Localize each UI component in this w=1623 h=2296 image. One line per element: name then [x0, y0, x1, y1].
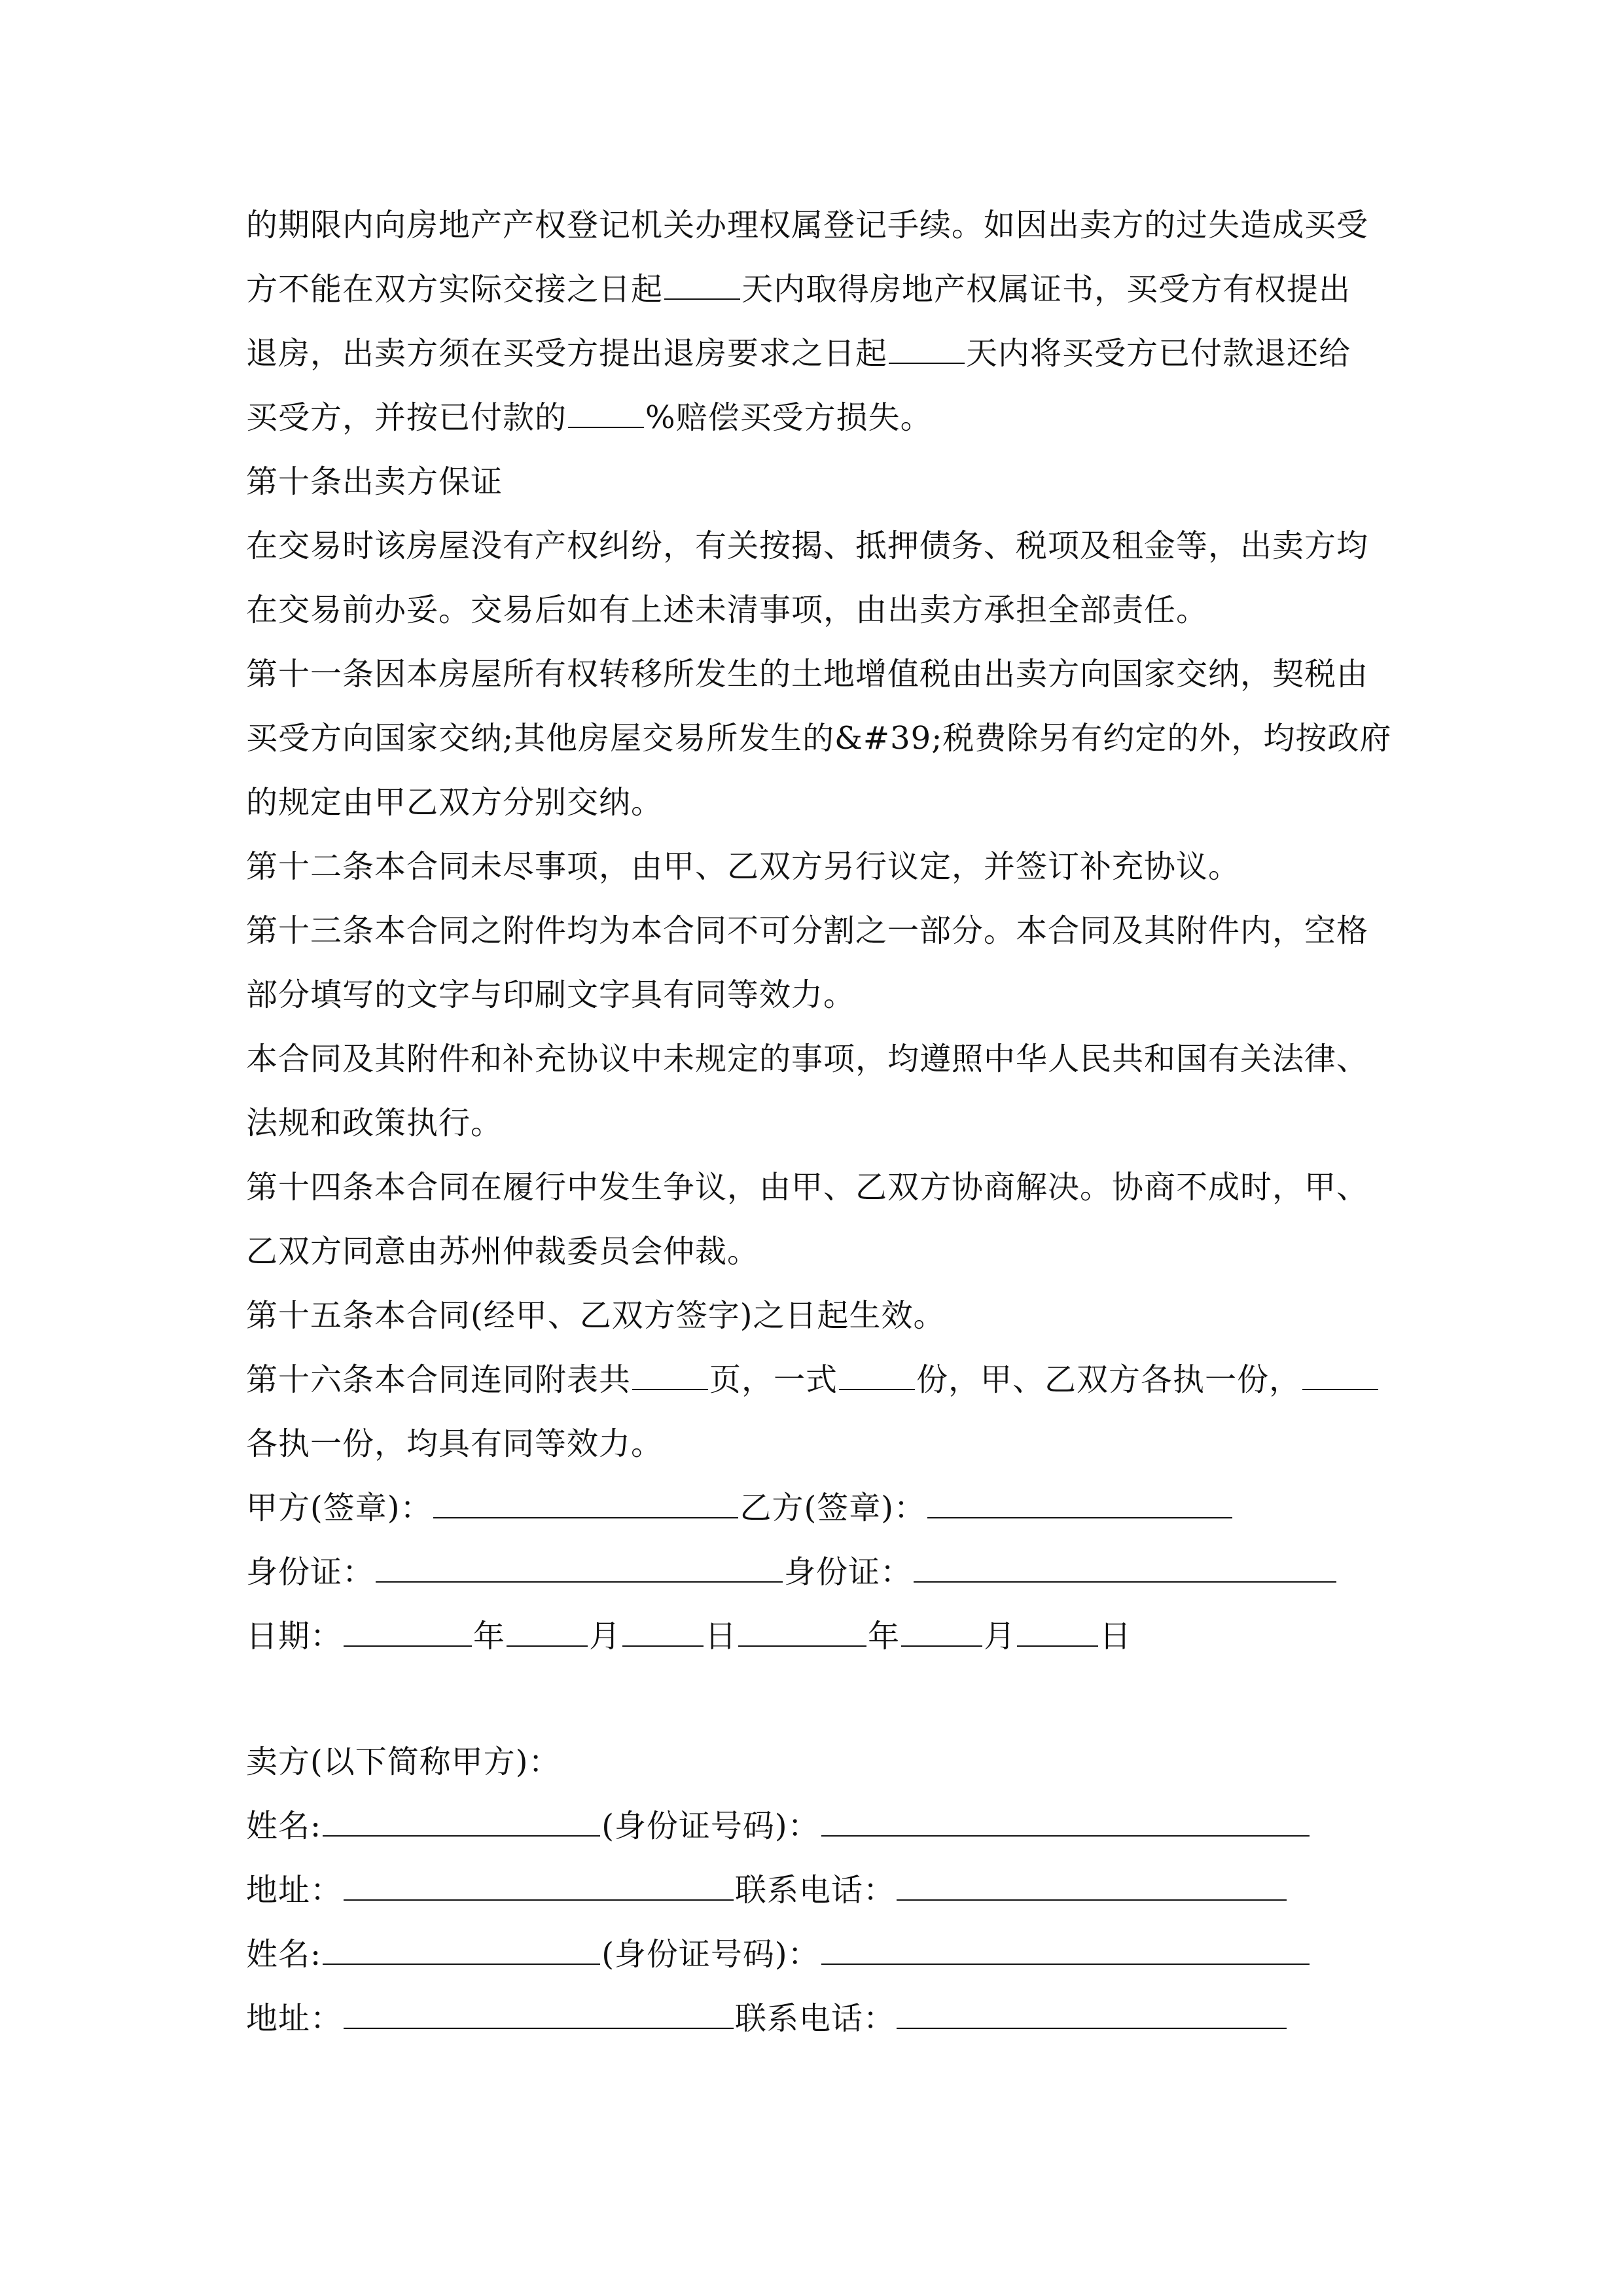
- text-segment: 天内取得房地产权属证书，买受方有权提出: [741, 271, 1351, 308]
- seller-address-row: [246, 1871, 1387, 1910]
- blank-days-1[interactable]: [664, 270, 740, 300]
- text-line: [246, 270, 1387, 309]
- text-line: [246, 1360, 1387, 1399]
- text-line: 买受方向国家交纳;其他房屋交易所发生的&#39;税费除另有约定的外，均按政府: [246, 720, 1392, 757]
- text-line: 第十三条本合同之附件均为本合同不可分割之一部分。本合同及其附件内，空格: [246, 912, 1369, 949]
- party-a-id-field[interactable]: [376, 1552, 783, 1583]
- seller-phone-field-2[interactable]: [897, 1999, 1287, 2029]
- text-line: [246, 334, 1387, 373]
- year-field-a[interactable]: [344, 1617, 472, 1647]
- label: 乙方(签章)：: [740, 1490, 926, 1526]
- text-line: 在交易时该房屋没有产权纠纷，有关按揭、抵押债务、税项及租金等，出卖方均: [246, 528, 1369, 564]
- text-line: 各执一份，均具有同等效力。: [246, 1426, 664, 1462]
- day-field-b[interactable]: [1017, 1617, 1098, 1647]
- seller-name-row: [246, 1935, 1387, 1974]
- seller-address-field-2[interactable]: [344, 1999, 734, 2029]
- label: 地址：: [246, 2000, 343, 2037]
- text-line: 在交易前办妥。交易后如有上述未清事项，由出卖方承担全部责任。: [246, 592, 1209, 628]
- label: 年: [473, 1618, 506, 1655]
- label: 年: [868, 1618, 901, 1655]
- section-heading: 卖方(以下简称甲方)：: [246, 1744, 561, 1780]
- year-field-b[interactable]: [738, 1617, 866, 1647]
- party-a-signature-field[interactable]: [433, 1488, 738, 1518]
- text-line: [246, 398, 1387, 437]
- text-segment: 份，甲、乙双方各执一份，: [916, 1361, 1302, 1398]
- seller-name-row: [246, 1806, 1387, 1846]
- seller-name-field-1[interactable]: [323, 1806, 600, 1837]
- text-segment: 买受方，并按已付款的: [246, 399, 567, 436]
- text-line: 法规和政策执行。: [246, 1105, 503, 1141]
- month-field-b[interactable]: [901, 1617, 982, 1647]
- blank-other-party[interactable]: [1302, 1360, 1378, 1390]
- text-line: 第十四条本合同在履行中发生争议，由甲、乙双方协商解决。协商不成时，甲、: [246, 1169, 1369, 1206]
- text-segment: 第十六条本合同连同附表共: [246, 1361, 632, 1398]
- text-line: 的期限内向房地产产权登记机关办理权属登记手续。如因出卖方的过失造成买受: [246, 207, 1369, 243]
- text-line: 第十五条本合同(经甲、乙双方签字)之日起生效。: [246, 1297, 946, 1334]
- party-b-signature-field[interactable]: [927, 1488, 1232, 1518]
- label: 日: [705, 1618, 738, 1655]
- label: 联系电话：: [735, 1872, 896, 1909]
- blank-days-2[interactable]: [889, 334, 965, 364]
- label: 甲方(签章)：: [246, 1490, 433, 1526]
- label: 月: [589, 1618, 622, 1655]
- text-line: 部分填写的文字与印刷文字具有同等效力。: [246, 977, 856, 1013]
- blank-percent[interactable]: [568, 398, 644, 428]
- text-segment: 方不能在双方实际交接之日起: [246, 271, 664, 308]
- label: 日: [1099, 1618, 1132, 1655]
- seller-id-field-1[interactable]: [821, 1806, 1310, 1837]
- label: 日期：: [246, 1618, 343, 1655]
- text-segment: 退房，出卖方须在买受方提出退房要求之日起: [246, 335, 888, 372]
- text-line: 的规定由甲乙双方分别交纳。: [246, 784, 664, 821]
- text-segment: 页，一式: [709, 1361, 838, 1398]
- label: 姓名:: [246, 1936, 322, 1973]
- seller-phone-field-1[interactable]: [897, 1871, 1287, 1901]
- label: 身份证：: [784, 1554, 913, 1590]
- label: 联系电话：: [735, 2000, 896, 2037]
- text-line: 第十二条本合同未尽事项，由甲、乙双方另行议定，并签订补充协议。: [246, 848, 1241, 885]
- text-segment: %赔偿买受方损失。: [645, 399, 933, 436]
- day-field-a[interactable]: [622, 1617, 704, 1647]
- label: (身份证号码)：: [601, 1936, 820, 1973]
- month-field-a[interactable]: [507, 1617, 588, 1647]
- party-b-id-field[interactable]: [914, 1552, 1336, 1583]
- text-segment: 天内将买受方已付款退还给: [966, 335, 1351, 372]
- text-line: 本合同及其附件和补充协议中未规定的事项，均遵照中华人民共和国有关法律、: [246, 1041, 1369, 1077]
- label: 姓名:: [246, 1808, 322, 1844]
- signature-row: [246, 1488, 1387, 1528]
- seller-name-field-2[interactable]: [323, 1935, 600, 1965]
- blank-pages[interactable]: [632, 1360, 708, 1390]
- date-row: [246, 1617, 1387, 1656]
- label: (身份证号码)：: [601, 1808, 820, 1844]
- label: 月: [984, 1618, 1016, 1655]
- seller-address-field-1[interactable]: [344, 1871, 734, 1901]
- blank-copies[interactable]: [839, 1360, 915, 1390]
- id-row: [246, 1552, 1387, 1592]
- label: 身份证：: [246, 1554, 375, 1590]
- seller-address-row: [246, 1999, 1387, 2038]
- text-line: 第十一条因本房屋所有权转移所发生的土地增值税由出卖方向国家交纳，契税由: [246, 656, 1369, 692]
- label: 地址：: [246, 1872, 343, 1909]
- article-title: 第十条出卖方保证: [246, 463, 503, 500]
- seller-id-field-2[interactable]: [821, 1935, 1310, 1965]
- text-line: 乙双方同意由苏州仲裁委员会仲裁。: [246, 1233, 760, 1270]
